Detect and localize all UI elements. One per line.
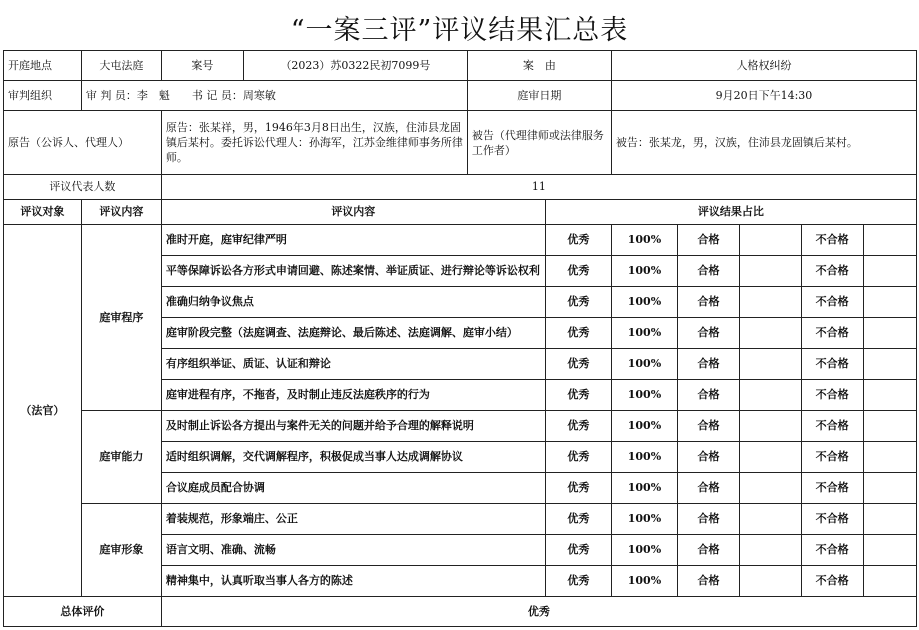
rating-fail-percent — [863, 256, 916, 287]
rating-excellent-percent: 100% — [611, 411, 677, 442]
defendant-value: 被告：张某龙，男，汉族，住沛县龙固镇后某村。 — [611, 111, 916, 175]
rating-excellent-label: 优秀 — [545, 411, 611, 442]
rating-fail-label: 不合格 — [801, 473, 863, 504]
rating-excellent-percent: 100% — [611, 225, 677, 256]
evaluation-object: （法官） — [4, 225, 82, 597]
rating-pass-label: 合格 — [678, 380, 740, 411]
rating-excellent-percent: 100% — [611, 442, 677, 473]
rating-fail-percent — [863, 473, 916, 504]
rating-pass-label: 合格 — [678, 287, 740, 318]
rating-pass-percent — [739, 287, 801, 318]
rating-pass-percent — [739, 256, 801, 287]
rating-fail-percent — [863, 504, 916, 535]
cause-label: 案 由 — [467, 51, 611, 81]
criterion-text: 有序组织举证、质证、认证和辩论 — [161, 349, 545, 380]
evaluation-summary-table — [3, 50, 917, 627]
header-row-venue — [4, 51, 917, 81]
rating-fail-percent — [863, 287, 916, 318]
rating-excellent-label: 优秀 — [545, 566, 611, 597]
criterion-text: 准时开庭，庭审纪律严明 — [161, 225, 545, 256]
rating-pass-label: 合格 — [678, 566, 740, 597]
rating-fail-percent — [863, 535, 916, 566]
rating-fail-label: 不合格 — [801, 225, 863, 256]
rating-excellent-label: 优秀 — [545, 349, 611, 380]
criterion-text: 精神集中，认真听取当事人各方的陈述 — [161, 566, 545, 597]
col-result: 评议结果占比 — [545, 200, 916, 225]
rating-fail-label: 不合格 — [801, 287, 863, 318]
rating-pass-label: 合格 — [678, 535, 740, 566]
rating-fail-label: 不合格 — [801, 256, 863, 287]
criterion-text: 庭审阶段完整（法庭调查、法庭辩论、最后陈述、法庭调解、庭审小结） — [161, 318, 545, 349]
date-label: 庭审日期 — [467, 81, 611, 111]
group-name: 庭审形象 — [81, 504, 161, 597]
rating-fail-percent — [863, 411, 916, 442]
rating-pass-percent — [739, 411, 801, 442]
venue-value: 大屯法庭 — [81, 51, 161, 81]
criterion-text: 着装规范，形象端庄、公正 — [161, 504, 545, 535]
header-row-parties — [4, 111, 917, 175]
criterion-text: 平等保障诉讼各方形式申请回避、陈述案情、举证质证、进行辩论等诉讼权利 — [161, 256, 545, 287]
page-title: “一案三评”评议结果汇总表 — [290, 15, 629, 46]
rating-excellent-percent: 100% — [611, 504, 677, 535]
rating-fail-label: 不合格 — [801, 380, 863, 411]
rating-pass-label: 合格 — [678, 349, 740, 380]
criterion-text: 语言文明、准确、流畅 — [161, 535, 545, 566]
evaluation-row — [4, 225, 917, 256]
summary-row — [4, 597, 917, 627]
rating-pass-percent — [739, 318, 801, 349]
rating-pass-percent — [739, 225, 801, 256]
header-row-reviewers — [4, 175, 917, 200]
rating-fail-label: 不合格 — [801, 318, 863, 349]
rating-fail-label: 不合格 — [801, 566, 863, 597]
cause-value: 人格权纠纷 — [611, 51, 916, 81]
rating-excellent-label: 优秀 — [545, 504, 611, 535]
rating-pass-percent — [739, 442, 801, 473]
rating-excellent-label: 优秀 — [545, 535, 611, 566]
overall-value: 优秀 — [161, 597, 916, 627]
rating-pass-label: 合格 — [678, 411, 740, 442]
case-no-value: （2023）苏0322民初7099号 — [243, 51, 467, 81]
rating-pass-percent — [739, 504, 801, 535]
rating-excellent-label: 优秀 — [545, 473, 611, 504]
rating-excellent-label: 优秀 — [545, 256, 611, 287]
evaluation-row — [4, 504, 917, 535]
rating-excellent-percent: 100% — [611, 256, 677, 287]
col-content: 评议内容 — [161, 200, 545, 225]
date-value: 9月20日下午14:30 — [611, 81, 916, 111]
rating-excellent-label: 优秀 — [545, 287, 611, 318]
venue-label: 开庭地点 — [4, 51, 82, 81]
rating-pass-percent — [739, 349, 801, 380]
group-name: 庭审能力 — [81, 411, 161, 504]
header-row-panel — [4, 81, 917, 111]
rating-excellent-percent: 100% — [611, 566, 677, 597]
case-no-label: 案号 — [161, 51, 243, 81]
overall-label: 总体评价 — [4, 597, 162, 627]
criterion-text: 准确归纳争议焦点 — [161, 287, 545, 318]
rating-fail-percent — [863, 225, 916, 256]
rating-pass-percent — [739, 380, 801, 411]
rating-excellent-label: 优秀 — [545, 380, 611, 411]
rating-pass-percent — [739, 535, 801, 566]
rating-fail-label: 不合格 — [801, 504, 863, 535]
rating-pass-label: 合格 — [678, 442, 740, 473]
rating-pass-percent — [739, 566, 801, 597]
rating-excellent-label: 优秀 — [545, 225, 611, 256]
rating-excellent-label: 优秀 — [545, 318, 611, 349]
rating-pass-label: 合格 — [678, 256, 740, 287]
rating-excellent-percent: 100% — [611, 287, 677, 318]
rating-excellent-percent: 100% — [611, 318, 677, 349]
col-object: 评议对象 — [4, 200, 82, 225]
rating-excellent-label: 优秀 — [545, 442, 611, 473]
col-content-category: 评议内容 — [81, 200, 161, 225]
reviewers-label: 评议代表人数 — [4, 175, 162, 200]
evaluation-row — [4, 411, 917, 442]
rating-fail-percent — [863, 442, 916, 473]
rating-excellent-percent: 100% — [611, 349, 677, 380]
rating-fail-label: 不合格 — [801, 349, 863, 380]
rating-fail-percent — [863, 318, 916, 349]
rating-fail-percent — [863, 380, 916, 411]
rating-excellent-percent: 100% — [611, 380, 677, 411]
rating-pass-label: 合格 — [678, 473, 740, 504]
rating-pass-label: 合格 — [678, 225, 740, 256]
rating-excellent-percent: 100% — [611, 535, 677, 566]
column-header-row — [4, 200, 917, 225]
defendant-label: 被告（代理律师或法律服务工作者） — [467, 111, 611, 175]
criterion-text: 及时制止诉讼各方提出与案件无关的问题并给予合理的解释说明 — [161, 411, 545, 442]
plaintiff-label: 原告（公诉人、代理人） — [4, 111, 162, 175]
criterion-text: 庭审进程有序，不拖沓，及时制止违反法庭秩序的行为 — [161, 380, 545, 411]
reviewers-value: 11 — [161, 175, 916, 200]
plaintiff-value: 原告：张某祥，男，1946年3月8日出生，汉族，住沛县龙固镇后某村。委托诉讼代理人：孙海军，江苏金维律师事务所律师。 — [161, 111, 467, 175]
rating-pass-percent — [739, 473, 801, 504]
rating-pass-label: 合格 — [678, 318, 740, 349]
rating-excellent-percent: 100% — [611, 473, 677, 504]
criterion-text: 适时组织调解，交代调解程序，积极促成当事人达成调解协议 — [161, 442, 545, 473]
panel-label: 审判组织 — [4, 81, 82, 111]
rating-pass-label: 合格 — [678, 504, 740, 535]
rating-fail-label: 不合格 — [801, 535, 863, 566]
group-name: 庭审程序 — [81, 225, 161, 411]
criterion-text: 合议庭成员配合协调 — [161, 473, 545, 504]
rating-fail-percent — [863, 566, 916, 597]
rating-fail-percent — [863, 349, 916, 380]
rating-fail-label: 不合格 — [801, 442, 863, 473]
rating-fail-label: 不合格 — [801, 411, 863, 442]
panel-value: 审 判 员：李 魁 书 记 员：周寒敏 — [81, 81, 467, 111]
